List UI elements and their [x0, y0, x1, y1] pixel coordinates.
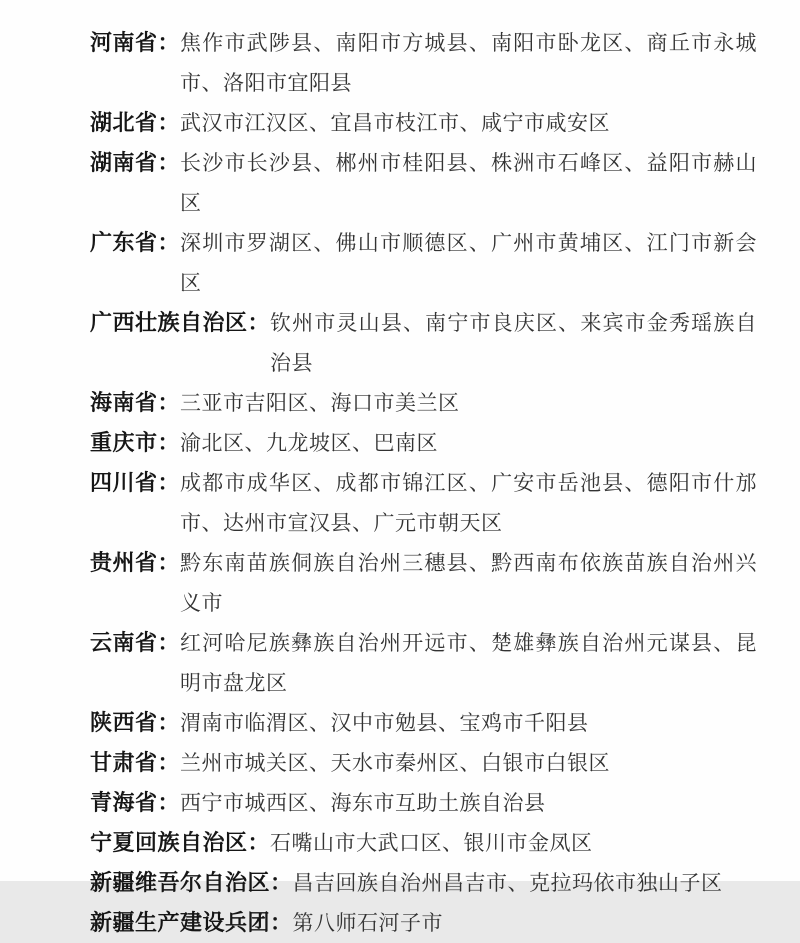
province-entry: [90, 863, 757, 903]
province-label: 新疆生产建设兵团：: [90, 910, 293, 935]
province-label: 湖北省：: [90, 110, 181, 135]
region-list-text: 第八师石河子市: [292, 911, 444, 935]
province-label: 广东省：: [90, 230, 181, 255]
province-entry: [90, 623, 757, 703]
province-list: [90, 23, 757, 943]
province-label: 宁夏回族自治区：: [90, 830, 271, 855]
region-list-text: 昌吉回族自治州昌吉市、克拉玛依市独山子区: [292, 871, 723, 895]
region-list-text: 黔东南苗族侗族自治州三穗县、黔西南布依族苗族自治州兴义市: [180, 551, 757, 615]
province-entry: [90, 143, 757, 223]
region-list-text: 焦作市武陟县、南阳市方城县、南阳市卧龙区、商丘市永城市、洛阳市宜阳县: [180, 31, 757, 95]
region-list-text: 兰州市城关区、天水市秦州区、白银市白银区: [180, 751, 611, 775]
region-list-text: 红河哈尼族彝族自治州开远市、楚雄彝族自治州元谋县、昆明市盘龙区: [180, 631, 757, 695]
province-entry: [90, 383, 757, 423]
region-list-text: 深圳市罗湖区、佛山市顺德区、广州市黄埔区、江门市新会区: [180, 231, 757, 295]
province-entry: [90, 743, 757, 783]
province-entry: [90, 903, 757, 943]
province-entry: [90, 303, 757, 383]
province-entry: [90, 423, 757, 463]
province-label: 湖南省：: [90, 150, 181, 175]
province-entry: [90, 103, 757, 143]
region-list-text: 三亚市吉阳区、海口市美兰区: [180, 391, 460, 415]
province-entry: [90, 463, 757, 543]
province-entry: [90, 703, 757, 743]
province-entry: [90, 783, 757, 823]
province-label: 甘肃省：: [90, 750, 181, 775]
province-label: 新疆维吾尔自治区：: [90, 870, 293, 895]
province-label: 云南省：: [90, 630, 181, 655]
region-list-text: 渭南市临渭区、汉中市勉县、宝鸡市千阳县: [180, 711, 589, 735]
region-list-text: 长沙市长沙县、郴州市桂阳县、株洲市石峰区、益阳市赫山区: [180, 151, 757, 215]
province-entry: [90, 223, 757, 303]
province-label: 广西壮族自治区：: [90, 310, 271, 335]
province-label: 重庆市：: [90, 430, 181, 455]
province-entry: [90, 543, 757, 623]
province-label: 四川省：: [90, 470, 181, 495]
region-list-text: 渝北区、九龙坡区、巴南区: [180, 431, 439, 455]
province-entry: [90, 823, 757, 863]
province-label: 贵州省：: [90, 550, 181, 575]
region-list-text: 钦州市灵山县、南宁市良庆区、来宾市金秀瑶族自治县: [270, 311, 757, 375]
province-label: 青海省：: [90, 790, 181, 815]
region-list-text: 石嘴山市大武口区、银川市金凤区: [270, 831, 593, 855]
region-list-text: 西宁市城西区、海东市互助土族自治县: [180, 791, 546, 815]
province-entry: [90, 23, 757, 103]
region-list-text: 成都市成华区、成都市锦江区、广安市岳池县、德阳市什邡市、达州市宣汉县、广元市朝天区: [180, 471, 757, 535]
province-label: 海南省：: [90, 390, 181, 415]
province-label: 陕西省：: [90, 710, 181, 735]
region-list-text: 武汉市江汉区、宜昌市枝江市、咸宁市咸安区: [180, 111, 611, 135]
province-label: 河南省：: [90, 30, 181, 55]
